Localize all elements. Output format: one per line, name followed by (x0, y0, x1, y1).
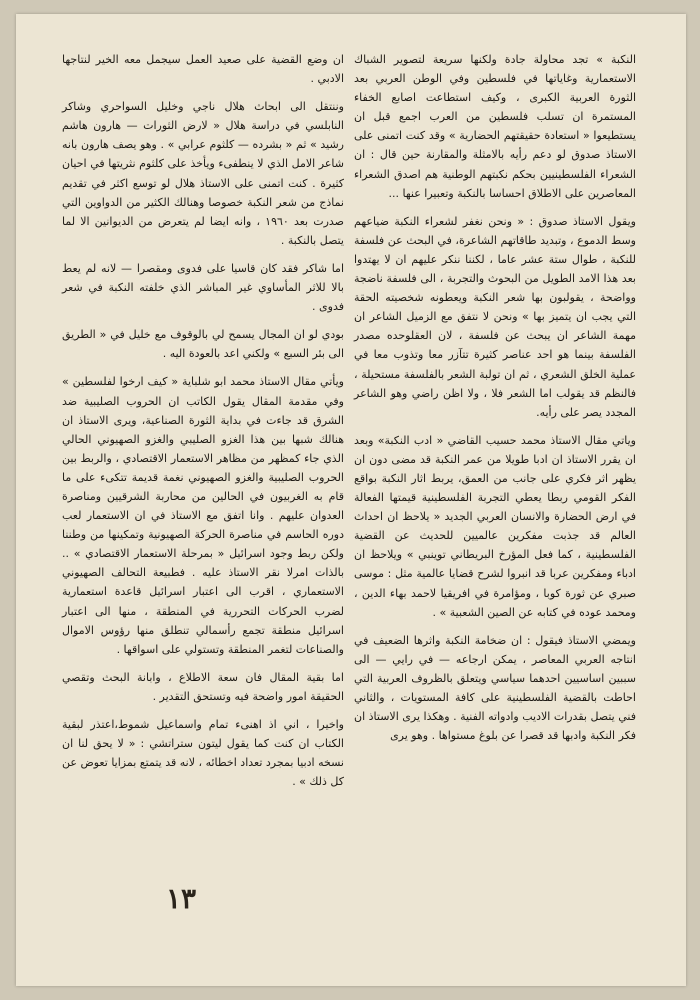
paragraph: ويمضي الاستاذ فيقول : ان ضخامة النكبة واثرها الضعيف في انتاجه العربي المعاصر ، يمكن ارجاعه — في رايي — الى سببين اساسيين احدهما سياسي ويتعلق بالظروف العربية التي احاطت بالقضية الفلسطينية على كافة المستويات ، والثاني فني يتصل بقدرات الاديب وادواته الفنية . وهكذا يرى الاستاذ ان فكر النكبة وادبها قد قصرا عن بلوغ مستواها . وهو يرى (354, 633, 636, 743)
paragraph: ويقول الاستاذ صدوق : « ونحن نغفر لشعراء النكبة ضياعهم وسط الدموع ، وتبديد طاقاتهم الشاعرة، في البحث عن فلسفة للنكبة ، طوال ستة عشر عاما ، لكننا ننكر عليهم ان لا يهتدوا بعد هذا الامد الطويل من البحوث والتجربة ، الى فلسفة ناضجة وواضحة ، يقولبون بها شعر النكبة ويعطونه شخصيته الحقة التي يجب ان يتميز بها » ونحن لا نتفق مع الزميل الشاعر ان مهمة الشاعر ان يبحث عن فلسفة ، لان العقلوحده مصدر الفلسفة بينما هو احد عناصر كثيرة تتآزر معا وتذوب معا في عملية الخلق الشعري ، ثم ان تولبة الشعر بالفلسفة مستحيلة ، فالنظم قد يقولب اما الشعر فلا ، ولا اظن راضي وهو الشاعر المجدد يصر على رأيه. (354, 214, 636, 419)
paragraph: وياتي مقال الاستاذ محمد حسيب القاضي « ادب النكبة» وبعد ان يقرر الاستاذ ان ادبا طويلا من عمر النكبة قد مضى دون ان يظهر اثر فكري على جانب من العمق، يربط اثار النكبة بواقع الفكر القومي ربطا يعطي التجربة الفلسطينية قيمتها الفعالة في ارض الحضارة والانسان العربي الجديد « يلاحظ ان احداث العالم قد جذبت مفكرين عالميين للحديث عن القضية الفلسطينية ، كما فعل المؤرخ البريطاني توينبي » ويلاحظ ان ادباء ومفكرين عربا قد انبروا لشرح قضايا عالمية مثل : موسى صبري عن ثورة كوبا ، ومؤامرة في افريقيا لاحمد بهاء الدين ، ومحمد عوده في كتابه عن الصين الشعبية » . (354, 433, 636, 619)
paragraph: ان وضع القضية على صعيد العمل سيجمل معه الخير لنتاجها الادبي . (62, 53, 344, 86)
magazine-page (16, 14, 686, 986)
page-number: ١٣ (166, 882, 197, 915)
paragraph: بودي لو ان المجال يسمح لي بالوقوف مع خليل في « الطريق الى بئر السبع » ولكني اعد بالعودة اليه . (62, 328, 344, 361)
paragraph: ويأتي مقال الاستاذ محمد ابو شلباية « كيف ارخوا لفلسطين » وفي مقدمة المقال يقول الكاتب ان الحروب الصليبية ضد الشرق قد جاءت في بداية الثورة الصناعية، ويرى الاستاذ ان هنالك شبها بين هذا الغزو الصليبي والغزو الصهيوني الحالي الذي جاء كمظهر من مظاهر الاستعمار الاقتصادي ، والربط بين الحروب الصليبية والغزو الصهيوني نغمة قديمة تتكىء على ما قام به الغربيون في الحالين من محاربة الشرقيين ومناصرة العدوان عليهم . وانا اتفق مع الاستاذ في ان الاستعمار لعب دوره الحاسم في مناصرة الحركة الصهيونية وتمكينها من وطننا ولكن ربط وجود اسرائيل « بمرحلة الاستعمار الاقتصادي » .. بالذات امرلا نقر الاستاذ عليه . فطبيعة التحالف الصهيوني الاستعماري ، اقرب الى اعتبار اسرائيل قاعدة استعمارية لضرب الحركات التحررية في المنطقة ، منها الى اعتبار اسرائيل منطقة تجمع رأسمالي تنطلق منها رؤوس الاموال والصناعات لتغمر المنطقة وتستولي على اسواقها . (62, 375, 344, 656)
paragraph: وننتقل الى ابحاث هلال ناجي وخليل السواحري وشاكر النابلسي في دراسة هلال « لارض الثورات — هارون هاشم رشيد » ثم « بشرده — كلثوم عرابي » . وهو يصف هارون بانه شاعر الامل الذي لا ينطفىء ويأخذ على كلثوم نثريتها في احيان كثيرة . كنت اتمنى على الاستاذ هلال لو توسع اكثر في تقديم نماذج من شعر النكبة خصوصا وهنالك الكثير من الدواوين التي صدرت بعد ١٩٦٠ ، وانه ايضا لم يتعرض من الديوانين الا لما يتصل بالنكبة . (62, 100, 344, 247)
paragraph: النكبة » تجد محاولة جادة ولكنها سريعة لتصوير الشباك الاستعمارية وغاياتها في فلسطين وفي الوطن العربي بعد الثورة العربية الكبرى ، وكيف استطاعت اصابع الخفاء المستمرة ان تسلب فلسطين من العرب اجمع قبل ان يستطيعوا « استعادة حقيقتهم الحضارية » وقد كنت اتمنى على الاستاذ صدوق لو دعم رأيه بالامثلة والمقارنة حين قال : ان الشعراء الفلسطينيين بحكم نكبتهم الوطنية هم اصدق الشعراء المعاصرين على الاطلاق احساسا بالنكبة وتعبيرا عنها ... (354, 53, 636, 200)
paragraph: اما شاكر فقد كان قاسيا على فدوى ومقصرا — لانه لم يعط بالا للاثر المأساوي غير المباشر الذي خلفته النكبة في شعر فدوى . (62, 261, 344, 314)
left-column (62, 50, 344, 800)
paragraph: اما بقية المقال فان سعة الاطلاع ، وابانة البحث وتقصي الحقيقة امور واضحة فيه وتستحق التقدير . (62, 670, 344, 703)
paragraph: واخيرا ، اني اذ اهنىء تمام واسماعيل شموط،اعتذر لبقية الكتاب ان كنت كما يقول ليتون ستراتشي : « لا يحق لنا ان نسخه ادبيا بمجرد تعداد اخطائه ، لانه قد يتمتع بمزايا تعوض عن كل ذلك » . (62, 718, 344, 789)
right-column (354, 50, 636, 754)
